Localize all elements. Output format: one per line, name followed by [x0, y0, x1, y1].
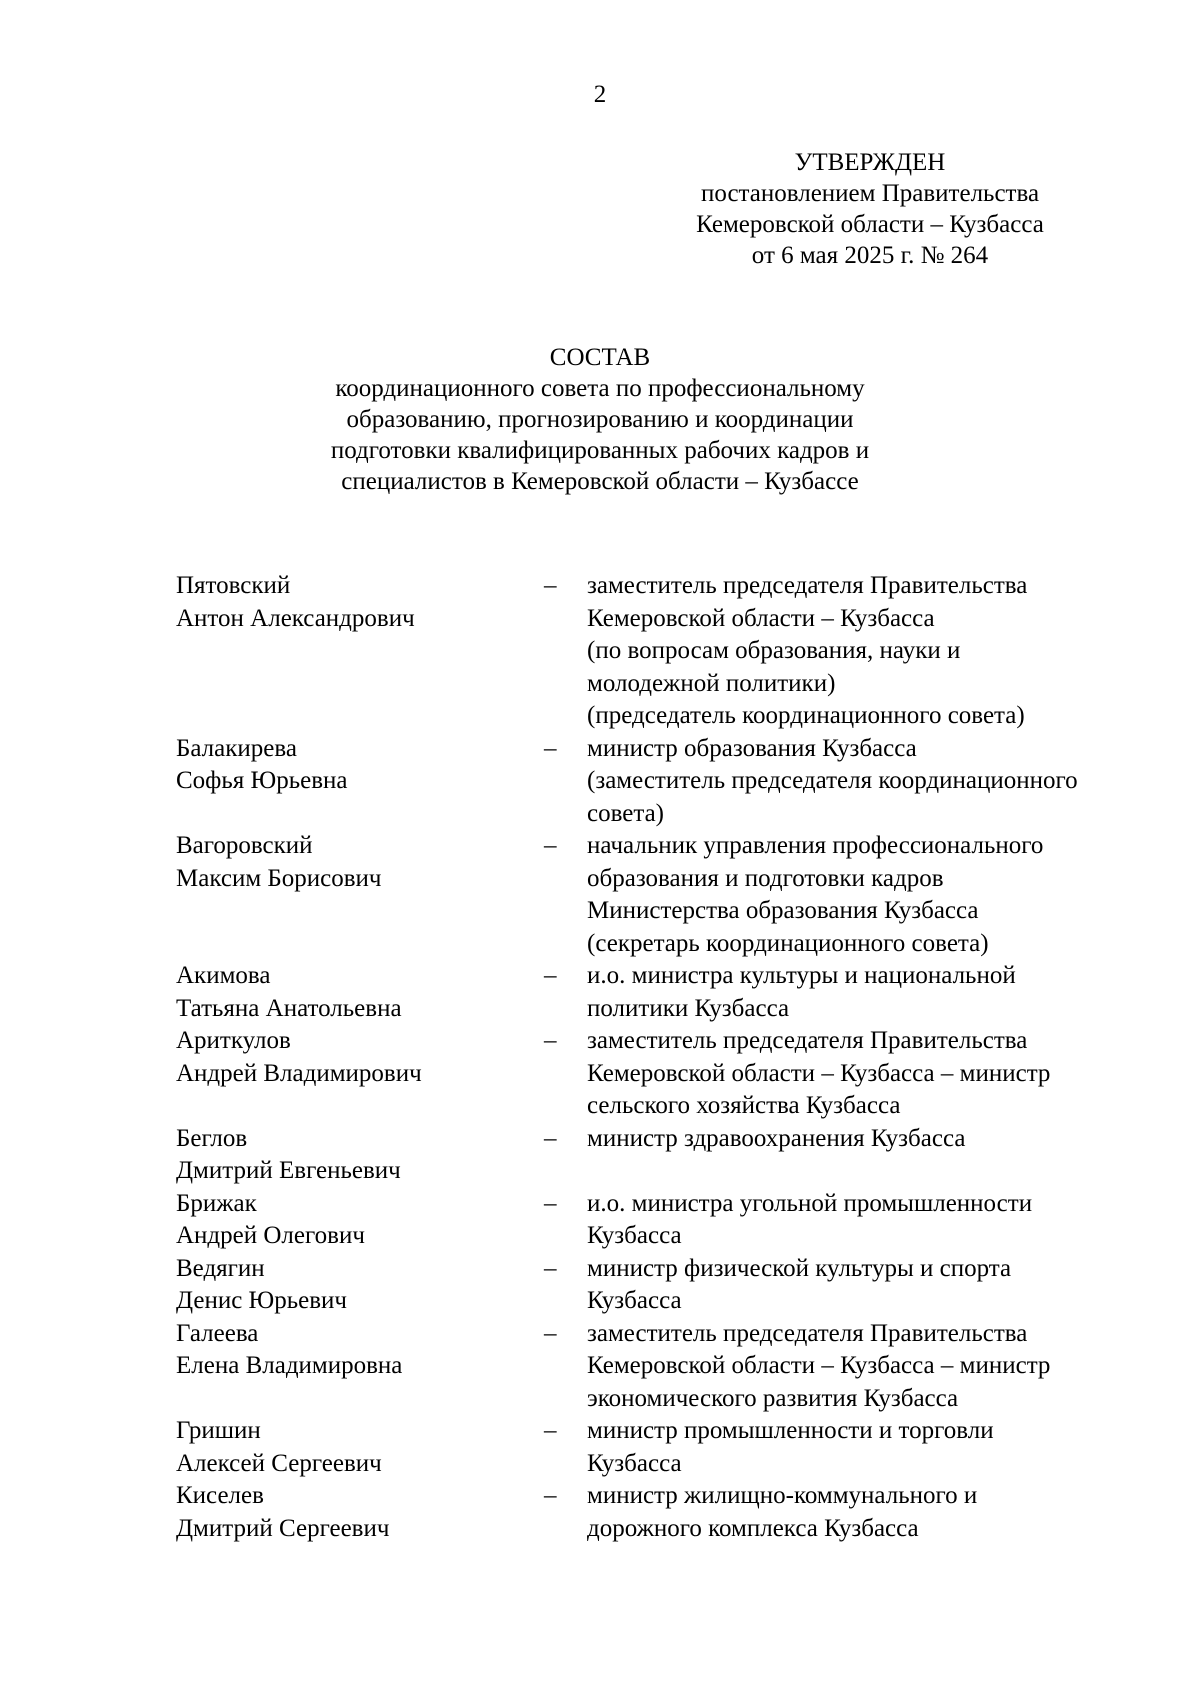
member-role-line: министр здравоохранения Кузбасса [587, 1124, 966, 1152]
members-list [176, 570, 1156, 1545]
member-row [176, 1253, 1156, 1318]
member-dash: – [544, 734, 557, 762]
member-role-line: образования и подготовки кадров [587, 864, 944, 892]
member-role-line: Кузбасса [587, 1449, 682, 1477]
member-dash: – [544, 572, 557, 599]
member-role-line: Кемеровской области – Кузбасса [587, 604, 935, 632]
member-name [176, 1123, 544, 1188]
member-role-line: совета) [587, 799, 665, 827]
member-role-line: Кузбасса [587, 1222, 682, 1249]
member-given-names: Андрей Владимирович [176, 1059, 422, 1087]
member-row [176, 960, 1156, 1025]
member-surname: Ариткулов [176, 1027, 291, 1054]
member-name [176, 1480, 544, 1545]
member-role [587, 733, 1156, 831]
member-dash: – [544, 1027, 557, 1054]
member-name [176, 1318, 544, 1383]
member-given-names: Дмитрий Сергеевич [176, 1514, 390, 1542]
member-role-line: и.о. министра угольной промышленности [587, 1189, 1033, 1217]
member-surname: Акимова [176, 962, 271, 989]
member-role-line: экономического развития Кузбасса [587, 1384, 959, 1412]
member-given-names: Алексей Сергеевич [176, 1449, 382, 1477]
member-row [176, 1415, 1156, 1480]
member-name [176, 1415, 544, 1480]
member-role [587, 570, 1156, 733]
member-dash: – [544, 962, 557, 989]
document-subtitle [0, 373, 1200, 497]
member-row [176, 1123, 1156, 1188]
document-title: СОСТАВ [549, 344, 651, 371]
approval-line: Кемеровской области – Кузбасса [696, 211, 1044, 238]
member-role-line: министр физической культуры и спорта [587, 1254, 1012, 1282]
subtitle-line: образованию, прогнозированию и координации [346, 406, 854, 433]
member-role-line: (по вопросам образования, науки и [587, 637, 961, 664]
member-role [587, 1480, 1156, 1545]
member-role [587, 1123, 1156, 1156]
member-row [176, 1318, 1156, 1416]
subtitle-line: координационного совета по профессиональному [335, 375, 865, 402]
member-given-names: Софья Юрьевна [176, 767, 348, 794]
member-given-names: Максим Борисович [176, 864, 382, 892]
member-role-line: (председатель координационного совета) [587, 702, 1025, 729]
member-role [587, 1253, 1156, 1318]
member-role [587, 1025, 1156, 1123]
member-role-line: политики Кузбасса [587, 994, 790, 1022]
member-role-line: заместитель председателя Правительства [587, 572, 1028, 599]
member-surname: Беглов [176, 1124, 248, 1152]
member-role [587, 830, 1156, 960]
member-role-line: Министерства образования Кузбасса [587, 897, 979, 924]
member-name [176, 830, 544, 895]
member-role-line: министр образования Кузбасса [587, 734, 917, 762]
member-given-names: Елена Владимировна [176, 1352, 403, 1379]
member-given-names: Андрей Олегович [176, 1222, 365, 1249]
approval-heading: УТВЕРЖДЕН [794, 149, 946, 176]
member-role [587, 960, 1156, 1025]
member-role-line: сельского хозяйства Кузбасса [587, 1092, 901, 1119]
member-name [176, 570, 544, 635]
member-role-line: министр промышленности и торговли [587, 1417, 994, 1444]
member-role-line: Кемеровской области – Кузбасса – министр [587, 1059, 1051, 1087]
member-role-line: Кузбасса [587, 1287, 682, 1314]
member-name [176, 1253, 544, 1318]
member-given-names: Дмитрий Евгеньевич [176, 1157, 401, 1184]
member-surname: Ведягин [176, 1254, 265, 1282]
member-row [176, 1188, 1156, 1253]
member-role-line: и.о. министра культуры и национальной [587, 962, 1016, 989]
member-surname: Гришин [176, 1417, 261, 1444]
approval-line: постановлением Правительства [700, 180, 1040, 207]
member-role-line: заместитель председателя Правительства [587, 1319, 1028, 1347]
member-row [176, 1480, 1156, 1545]
member-name [176, 1025, 544, 1090]
member-given-names: Татьяна Анатольевна [176, 994, 402, 1022]
member-role-line: (секретарь координационного совета) [587, 929, 989, 957]
member-role-line: министр жилищно-коммунального и [587, 1482, 978, 1509]
subtitle-line: подготовки квалифицированных рабочих кадров и [330, 437, 870, 464]
member-dash: – [544, 1189, 557, 1217]
member-dash: – [544, 832, 557, 859]
member-role-line: Кемеровской области – Кузбасса – министр [587, 1352, 1051, 1379]
member-surname: Галеева [176, 1319, 259, 1347]
member-role-line: заместитель председателя Правительства [587, 1027, 1028, 1054]
member-row [176, 733, 1156, 831]
member-given-names: Денис Юрьевич [176, 1287, 348, 1314]
member-surname: Вагоровский [176, 832, 313, 859]
member-role [587, 1415, 1156, 1480]
member-row [176, 830, 1156, 960]
member-role-line: дорожного комплекса Кузбасса [587, 1514, 919, 1542]
member-dash: – [544, 1417, 557, 1444]
member-dash: – [544, 1482, 557, 1509]
member-role-line: (заместитель председателя координационного [587, 767, 1078, 794]
member-row [176, 1025, 1156, 1123]
member-role-line: начальник управления профессионального [587, 832, 1044, 859]
member-name [176, 1188, 544, 1253]
member-role [587, 1188, 1156, 1253]
member-surname: Киселев [176, 1482, 264, 1509]
page-number: 2 [593, 81, 607, 108]
member-role-line: молодежной политики) [587, 669, 836, 697]
member-surname: Балакирева [176, 734, 297, 762]
member-dash: – [544, 1124, 557, 1152]
member-name [176, 733, 544, 798]
member-role [587, 1318, 1156, 1416]
member-name [176, 960, 544, 1025]
member-dash: – [544, 1319, 557, 1347]
approval-block [660, 147, 1080, 271]
member-given-names: Антон Александрович [176, 604, 415, 632]
member-row [176, 570, 1156, 733]
member-surname: Брижак [176, 1189, 257, 1217]
member-surname: Пятовский [176, 572, 291, 599]
member-dash: – [544, 1254, 557, 1282]
subtitle-line: специалистов в Кемеровской области – Кузбассе [341, 468, 859, 495]
approval-date-number: от 6 мая 2025 г. № 264 [751, 242, 989, 269]
